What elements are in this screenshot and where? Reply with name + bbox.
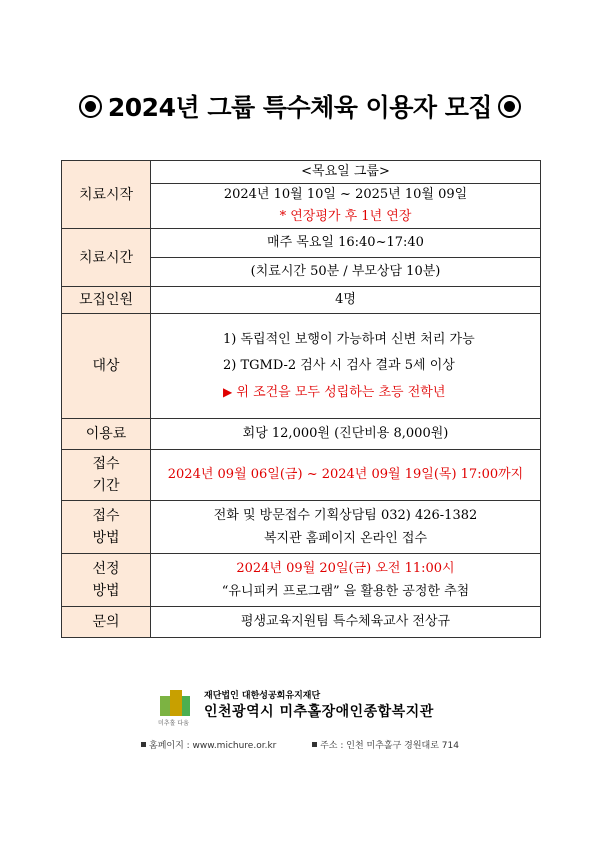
- recruit-value: 4명: [151, 287, 541, 314]
- label-method: 접수 방법: [62, 501, 151, 554]
- target-item-1: 1) 독립적인 보행이 가능하며 신변 처리 가능: [223, 331, 475, 347]
- table-row: [62, 419, 541, 450]
- table-row: [62, 229, 541, 258]
- table-row: [62, 607, 541, 638]
- target-item-2: 2) TGMD-2 검사 시 검사 결과 5세 이상: [223, 357, 455, 373]
- contact-value: 평생교육지원팀 특수체육교사 전상규: [151, 607, 541, 638]
- bullet-icon: [79, 95, 102, 118]
- org-name: 인천광역시 미추홀장애인종합복지관: [204, 704, 434, 720]
- table-row: [62, 450, 541, 501]
- address-text: 주소 : 인천 미추홀구 경원대로 714: [320, 741, 459, 751]
- method-value: 전화 및 방문접수 기획상담팀 032) 426-1382 복지관 홈페이지 온라인 접수: [151, 501, 541, 554]
- table-row: [62, 161, 541, 184]
- homepage-text: 홈페이지 : www.michure.or.kr: [149, 741, 277, 751]
- label-fee: 이용료: [62, 419, 151, 450]
- org-logo: [158, 688, 460, 727]
- table-row: [62, 287, 541, 314]
- target-item-3: ▶ 위 조건을 모두 성립하는 초등 전학년: [223, 384, 446, 400]
- label-period: 접수 기간: [62, 450, 151, 501]
- selection-value: 2024년 09월 20일(금) 오전 11:00시 “유니피커 프로그램” 을 활용한 공정한 추첨: [151, 554, 541, 607]
- fee-value: 회당 12,000원 (진단비용 8,000원): [151, 419, 541, 450]
- time-line2: (치료시간 50분 / 부모상담 10분): [151, 258, 541, 287]
- bullet-icon: [498, 95, 521, 118]
- target-list: [151, 314, 541, 419]
- start-period: 2024년 10월 10일 ~ 2025년 10월 09일: [151, 184, 541, 207]
- time-line1: 매주 목요일 16:40~17:40: [151, 229, 541, 258]
- start-group: <목요일 그룹>: [151, 161, 541, 184]
- label-selection: 선정 방법: [62, 554, 151, 607]
- label-contact: 문의: [62, 607, 151, 638]
- org-foundation-name: 재단법인 대한성공회유지재단: [204, 691, 321, 701]
- logo-mark-icon: 미추홀 다움: [160, 690, 190, 720]
- start-note: * 연장평가 후 1년 연장: [151, 206, 541, 229]
- period-value: 2024년 09월 06일(금) ~ 2024년 09월 19일(목) 17:00까지: [151, 450, 541, 501]
- footer-info: [0, 738, 600, 751]
- square-bullet-icon: [312, 742, 317, 747]
- table-row: [62, 554, 541, 607]
- square-bullet-icon: [141, 742, 146, 747]
- label-target: 대상: [62, 314, 151, 419]
- info-table: [61, 160, 541, 638]
- label-time: 치료시간: [62, 229, 151, 287]
- table-row: [62, 314, 541, 419]
- table-row: [62, 501, 541, 554]
- title-text: 2024년 그룹 특수체육 이용자 모집: [107, 93, 493, 122]
- label-recruit: 모집인원: [62, 287, 151, 314]
- label-start: 치료시작: [62, 161, 151, 229]
- arrow-icon: ▶: [223, 384, 233, 399]
- page-title: [0, 88, 600, 124]
